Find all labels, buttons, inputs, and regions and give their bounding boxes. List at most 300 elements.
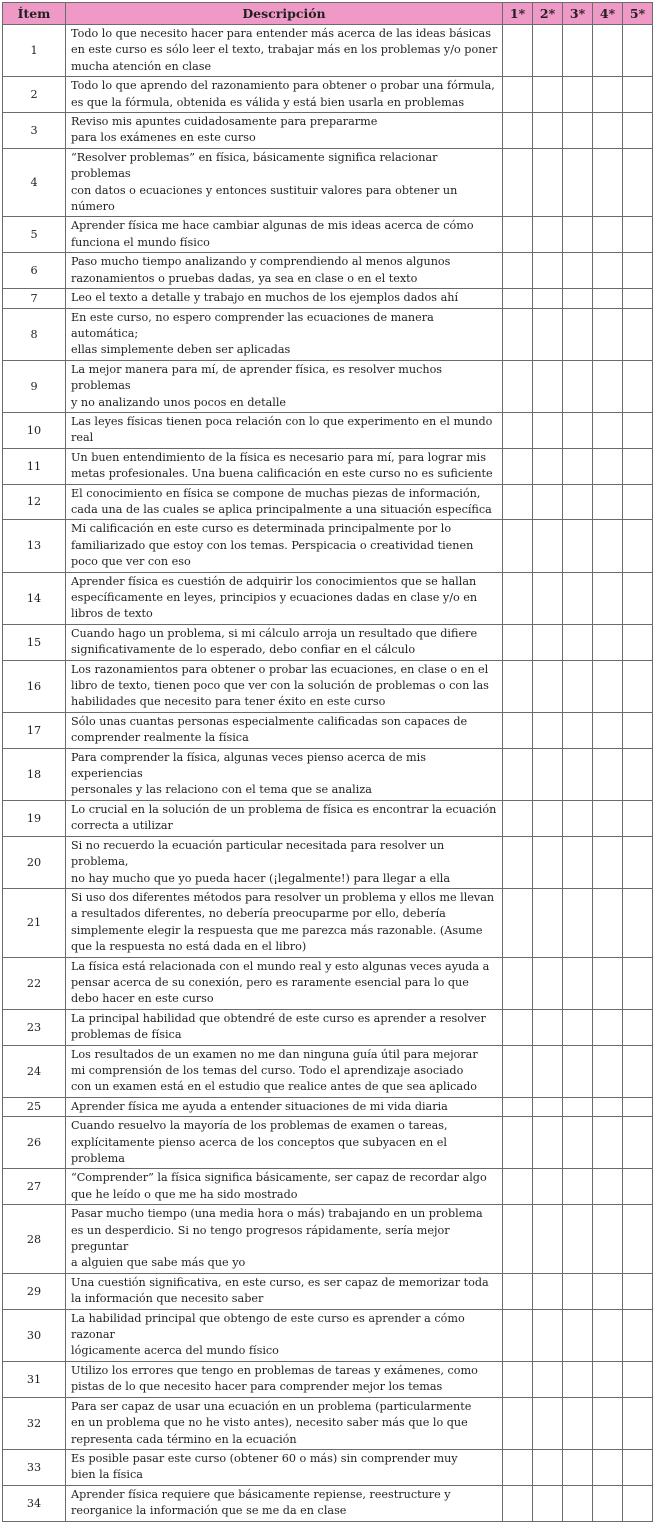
item-number: 15 (3, 624, 66, 660)
item-number: 13 (3, 520, 66, 572)
description-line: a alguien que sabe más que yo (71, 1256, 246, 1270)
rating-cell-2[interactable] (533, 957, 563, 1009)
item-description (66, 253, 503, 289)
rating-cell-1[interactable] (503, 836, 533, 888)
table-row (3, 77, 653, 113)
rating-cell-3[interactable] (563, 748, 593, 800)
rating-cell-3[interactable] (563, 1485, 593, 1521)
rating-cell-3[interactable] (563, 1273, 593, 1309)
item-number: 20 (3, 836, 66, 888)
rating-cell-3[interactable] (563, 712, 593, 748)
item-number: 2 (3, 77, 66, 113)
rating-cell-2[interactable] (533, 77, 563, 113)
description-line: razonamientos o pruebas dadas, ya sea en clase o en el texto (71, 271, 418, 285)
description-line: Aprender física me ayuda a entender situaciones de mi vida diaria (71, 1099, 448, 1113)
rating-cell-1[interactable] (503, 1449, 533, 1485)
description-line: Las leyes físicas tienen poca relación con lo que experimento en el mundo (71, 414, 493, 428)
description-line: familiarizado que estoy con los temas. Perspicacia o creatividad tienen (71, 538, 474, 552)
rating-cell-4[interactable] (593, 77, 623, 113)
item-number: 4 (3, 148, 66, 217)
rating-cell-5[interactable] (623, 712, 653, 748)
rating-cell-2[interactable] (533, 217, 563, 253)
rating-cell-2[interactable] (533, 800, 563, 836)
rating-cell-3[interactable] (563, 308, 593, 360)
description-line: reorganice la información que se me da en clase (71, 1504, 347, 1518)
rating-cell-2[interactable] (533, 484, 563, 520)
item-number: 22 (3, 957, 66, 1009)
table-row (3, 572, 653, 624)
rating-cell-2[interactable] (533, 148, 563, 217)
questionnaire-table (2, 2, 653, 1522)
rating-cell-4[interactable] (593, 1117, 623, 1169)
item-number: 33 (3, 1449, 66, 1485)
description-line: Paso mucho tiempo analizando y comprendiendo al menos algunos (71, 255, 451, 269)
rating-cell-2[interactable] (533, 712, 563, 748)
item-number: 7 (3, 289, 66, 308)
description-line: pistas de lo que necesito hacer para comprender mejor los temas (71, 1380, 443, 1394)
rating-cell-5[interactable] (623, 289, 653, 308)
description-line: en este curso es sólo leer el texto, trabajar más en los problemas y/o poner (71, 43, 498, 57)
description-line: Los resultados de un examen no me dan ninguna guía útil para mejorar (71, 1047, 478, 1061)
rating-cell-4[interactable] (593, 448, 623, 484)
rating-cell-5[interactable] (623, 1449, 653, 1485)
rating-cell-4[interactable] (593, 712, 623, 748)
table-row (3, 660, 653, 712)
rating-cell-2[interactable] (533, 1117, 563, 1169)
rating-cell-3[interactable] (563, 1309, 593, 1361)
rating-cell-2[interactable] (533, 1449, 563, 1485)
description-line: Utilizo los errores que tengo en problemas de tareas y exámenes, como (71, 1363, 478, 1377)
item-description (66, 77, 503, 113)
rating-cell-5[interactable] (623, 113, 653, 149)
rating-cell-5[interactable] (623, 520, 653, 572)
rating-cell-1[interactable] (503, 1009, 533, 1045)
description-line: problemas de física (71, 1028, 182, 1042)
description-line: “Comprender” la física significa básicamente, ser capaz de recordar algo (71, 1171, 487, 1185)
item-description (66, 1169, 503, 1205)
item-number: 9 (3, 360, 66, 412)
rating-cell-5[interactable] (623, 308, 653, 360)
description-line: comprender realmente la física (71, 731, 249, 745)
item-description (66, 448, 503, 484)
rating-cell-2[interactable] (533, 289, 563, 308)
rating-cell-3[interactable] (563, 148, 593, 217)
item-description (66, 217, 503, 253)
rating-cell-1[interactable] (503, 748, 533, 800)
description-line: debo hacer en este curso (71, 992, 214, 1006)
rating-cell-3[interactable] (563, 253, 593, 289)
table-row (3, 624, 653, 660)
rating-cell-1[interactable] (503, 217, 533, 253)
rating-cell-4[interactable] (593, 360, 623, 412)
description-line: ellas simplemente deben ser aplicadas (71, 343, 291, 357)
item-description (66, 360, 503, 412)
rating-cell-1[interactable] (503, 1045, 533, 1097)
description-line: Si uso dos diferentes métodos para resolver un problema y ellos me llevan (71, 890, 495, 904)
rating-cell-2[interactable] (533, 412, 563, 448)
rating-cell-4[interactable] (593, 1009, 623, 1045)
description-line: con un examen está en el estudio que realice antes de que sea aplicado (71, 1080, 477, 1094)
item-description (66, 113, 503, 149)
description-line: Cuando hago un problema, si mi cálculo arroja un resultado que difiere (71, 626, 478, 640)
rating-cell-1[interactable] (503, 1169, 533, 1205)
rating-cell-1[interactable] (503, 360, 533, 412)
description-line: explícitamente pienso acerca de los conceptos que subyacen en el problema (71, 1135, 447, 1165)
rating-cell-5[interactable] (623, 1009, 653, 1045)
rating-cell-2[interactable] (533, 748, 563, 800)
description-line: que he leído o que me ha sido mostrado (71, 1187, 298, 1201)
table-row (3, 148, 653, 217)
item-description (66, 1097, 503, 1116)
rating-cell-5[interactable] (623, 360, 653, 412)
rating-cell-1[interactable] (503, 1205, 533, 1274)
rating-cell-4[interactable] (593, 25, 623, 77)
table-row (3, 957, 653, 1009)
description-line: “Resolver problemas” en física, básicamente significa relacionar problemas (71, 150, 438, 181)
rating-cell-3[interactable] (563, 624, 593, 660)
rating-cell-1[interactable] (503, 77, 533, 113)
table-row (3, 1309, 653, 1361)
rating-cell-5[interactable] (623, 888, 653, 957)
description-line: Reviso mis apuntes cuidadosamente para prepararme (71, 115, 378, 129)
rating-cell-3[interactable] (563, 836, 593, 888)
table-row (3, 1485, 653, 1521)
rating-cell-2[interactable] (533, 1273, 563, 1309)
rating-cell-3[interactable] (563, 1449, 593, 1485)
rating-cell-4[interactable] (593, 253, 623, 289)
table-row (3, 448, 653, 484)
table-row (3, 1009, 653, 1045)
rating-cell-5[interactable] (623, 836, 653, 888)
rating-cell-2[interactable] (533, 1045, 563, 1097)
rating-cell-5[interactable] (623, 624, 653, 660)
table-row (3, 253, 653, 289)
item-number: 29 (3, 1273, 66, 1309)
table-row (3, 484, 653, 520)
rating-cell-1[interactable] (503, 660, 533, 712)
rating-cell-4[interactable] (593, 1361, 623, 1397)
rating-cell-3[interactable] (563, 660, 593, 712)
header-rating-1: 1* (503, 3, 533, 25)
rating-cell-5[interactable] (623, 1045, 653, 1097)
rating-cell-3[interactable] (563, 484, 593, 520)
rating-cell-1[interactable] (503, 412, 533, 448)
header-rating-4: 4* (593, 3, 623, 25)
item-description (66, 25, 503, 77)
table-row (3, 360, 653, 412)
rating-cell-1[interactable] (503, 1485, 533, 1521)
item-description (66, 712, 503, 748)
rating-cell-2[interactable] (533, 308, 563, 360)
rating-cell-3[interactable] (563, 1205, 593, 1274)
rating-cell-2[interactable] (533, 624, 563, 660)
rating-cell-3[interactable] (563, 520, 593, 572)
item-number: 31 (3, 1361, 66, 1397)
rating-cell-5[interactable] (623, 1117, 653, 1169)
item-number: 16 (3, 660, 66, 712)
item-number: 24 (3, 1045, 66, 1097)
description-line: Aprender física me hace cambiar algunas de mis ideas acerca de cómo (71, 219, 474, 233)
rating-cell-1[interactable] (503, 1361, 533, 1397)
rating-cell-4[interactable] (593, 836, 623, 888)
rating-cell-1[interactable] (503, 448, 533, 484)
table-row (3, 712, 653, 748)
rating-cell-5[interactable] (623, 217, 653, 253)
rating-cell-1[interactable] (503, 1097, 533, 1116)
description-line: específicamente en leyes, principios y ecuaciones dadas en clase y/o en (71, 591, 478, 604)
rating-cell-1[interactable] (503, 253, 533, 289)
item-description (66, 800, 503, 836)
item-description (66, 624, 503, 660)
description-line: significativamente de lo esperado, debo confiar en el cálculo (71, 643, 416, 657)
rating-cell-4[interactable] (593, 1205, 623, 1274)
rating-cell-3[interactable] (563, 572, 593, 624)
description-line: Aprender física es cuestión de adquirir los conocimientos que se hallan (71, 574, 477, 588)
rating-cell-1[interactable] (503, 572, 533, 624)
item-number: 5 (3, 217, 66, 253)
item-description (66, 1485, 503, 1521)
rating-cell-3[interactable] (563, 1045, 593, 1097)
description-line: La física está relacionada con el mundo real y esto algunas veces ayuda a (71, 959, 490, 973)
rating-cell-4[interactable] (593, 748, 623, 800)
rating-cell-5[interactable] (623, 1097, 653, 1116)
description-line: Un buen entendimiento de la física es necesario para mí, para lograr mis (71, 450, 486, 464)
rating-cell-4[interactable] (593, 1169, 623, 1205)
rating-cell-1[interactable] (503, 520, 533, 572)
description-line: que la respuesta no está dada en el libro) (71, 940, 307, 954)
rating-cell-3[interactable] (563, 77, 593, 113)
rating-cell-4[interactable] (593, 624, 623, 660)
rating-cell-4[interactable] (593, 308, 623, 360)
rating-cell-1[interactable] (503, 1309, 533, 1361)
table-row (3, 289, 653, 308)
rating-cell-5[interactable] (623, 412, 653, 448)
description-line: bien la física (71, 1468, 143, 1482)
rating-cell-2[interactable] (533, 1169, 563, 1205)
item-number: 23 (3, 1009, 66, 1045)
rating-cell-4[interactable] (593, 520, 623, 572)
table-row (3, 1045, 653, 1097)
rating-cell-3[interactable] (563, 800, 593, 836)
table-row (3, 1097, 653, 1116)
rating-cell-5[interactable] (623, 1205, 653, 1274)
item-description (66, 1117, 503, 1169)
rating-cell-4[interactable] (593, 113, 623, 149)
description-line: habilidades que necesito para tener éxito en este curso (71, 695, 386, 709)
description-line: Sólo unas cuantas personas especialmente calificadas son capaces de (71, 714, 468, 728)
rating-cell-5[interactable] (623, 748, 653, 800)
rating-cell-5[interactable] (623, 448, 653, 484)
rating-cell-2[interactable] (533, 572, 563, 624)
item-number: 10 (3, 412, 66, 448)
table-row (3, 1117, 653, 1169)
rating-cell-5[interactable] (623, 957, 653, 1009)
rating-cell-3[interactable] (563, 412, 593, 448)
rating-cell-2[interactable] (533, 1205, 563, 1274)
rating-cell-4[interactable] (593, 217, 623, 253)
rating-cell-1[interactable] (503, 888, 533, 957)
rating-cell-4[interactable] (593, 1097, 623, 1116)
description-line: es un desperdicio. Si no tengo progresos rápidamente, sería mejor preguntar (71, 1223, 450, 1254)
rating-cell-5[interactable] (623, 1273, 653, 1309)
rating-cell-4[interactable] (593, 1045, 623, 1097)
description-line: La principal habilidad que obtendré de este curso es aprender a resolver (71, 1011, 486, 1025)
description-line: En este curso, no espero comprender las ecuaciones de manera automática; (71, 310, 434, 340)
rating-cell-3[interactable] (563, 888, 593, 957)
rating-cell-5[interactable] (623, 1485, 653, 1521)
rating-cell-4[interactable] (593, 1449, 623, 1485)
rating-cell-4[interactable] (593, 888, 623, 957)
rating-cell-2[interactable] (533, 360, 563, 412)
rating-cell-4[interactable] (593, 957, 623, 1009)
rating-cell-2[interactable] (533, 1309, 563, 1361)
rating-cell-3[interactable] (563, 1097, 593, 1116)
item-number: 12 (3, 484, 66, 520)
rating-cell-4[interactable] (593, 412, 623, 448)
table-row (3, 412, 653, 448)
rating-cell-1[interactable] (503, 957, 533, 1009)
item-description (66, 1273, 503, 1309)
rating-cell-3[interactable] (563, 113, 593, 149)
description-line: Leo el texto a detalle y trabajo en muchos de los ejemplos dados ahí (71, 291, 459, 305)
item-description (66, 484, 503, 520)
rating-cell-1[interactable] (503, 624, 533, 660)
rating-cell-5[interactable] (623, 25, 653, 77)
rating-cell-4[interactable] (593, 572, 623, 624)
rating-cell-3[interactable] (563, 957, 593, 1009)
rating-cell-1[interactable] (503, 1117, 533, 1169)
table-row (3, 217, 653, 253)
rating-cell-5[interactable] (623, 572, 653, 624)
rating-cell-4[interactable] (593, 1309, 623, 1361)
rating-cell-2[interactable] (533, 520, 563, 572)
description-line: para los exámenes en este curso (71, 131, 256, 145)
header-description: Descripción (66, 3, 503, 25)
rating-cell-1[interactable] (503, 1273, 533, 1309)
item-description (66, 748, 503, 800)
table-row (3, 25, 653, 77)
rating-cell-5[interactable] (623, 800, 653, 836)
description-line: mucha atención en clase (71, 59, 212, 73)
rating-cell-4[interactable] (593, 1485, 623, 1521)
description-line: Una cuestión significativa, en este curso, es ser capaz de memorizar toda (71, 1275, 489, 1289)
rating-cell-2[interactable] (533, 448, 563, 484)
description-line: metas profesionales. Una buena calificación en este curso no es suficiente (71, 467, 493, 481)
rating-cell-3[interactable] (563, 1361, 593, 1397)
description-line: Los razonamientos para obtener o probar las ecuaciones, en clase o en el (71, 662, 489, 676)
rating-cell-3[interactable] (563, 448, 593, 484)
rating-cell-3[interactable] (563, 360, 593, 412)
rating-cell-3[interactable] (563, 25, 593, 77)
rating-cell-4[interactable] (593, 484, 623, 520)
item-number: 17 (3, 712, 66, 748)
rating-cell-5[interactable] (623, 253, 653, 289)
rating-cell-2[interactable] (533, 25, 563, 77)
description-line: pensar acerca de su conexión, pero es raramente esencial para lo que (71, 975, 469, 989)
rating-cell-3[interactable] (563, 217, 593, 253)
rating-cell-2[interactable] (533, 888, 563, 957)
item-number: 28 (3, 1205, 66, 1274)
rating-cell-5[interactable] (623, 77, 653, 113)
item-description (66, 1361, 503, 1397)
rating-cell-1[interactable] (503, 712, 533, 748)
table-row (3, 520, 653, 572)
rating-cell-2[interactable] (533, 1009, 563, 1045)
item-number: 3 (3, 113, 66, 149)
item-number: 30 (3, 1309, 66, 1361)
description-line: en un problema que no he visto antes), necesito saber más que lo que (71, 1416, 468, 1430)
rating-cell-4[interactable] (593, 289, 623, 308)
rating-cell-1[interactable] (503, 148, 533, 217)
rating-cell-2[interactable] (533, 1097, 563, 1116)
rating-cell-5[interactable] (623, 1169, 653, 1205)
rating-cell-2[interactable] (533, 1361, 563, 1397)
header-item: Ítem (3, 3, 66, 25)
rating-cell-2[interactable] (533, 660, 563, 712)
rating-cell-2[interactable] (533, 113, 563, 149)
table-row (3, 1449, 653, 1485)
item-number: 26 (3, 1117, 66, 1169)
item-number: 14 (3, 572, 66, 624)
rating-cell-4[interactable] (593, 148, 623, 217)
item-number: 6 (3, 253, 66, 289)
rating-cell-1[interactable] (503, 484, 533, 520)
description-line: personales y las relaciono con el tema que se analiza (71, 783, 372, 797)
table-row (3, 308, 653, 360)
rating-cell-3[interactable] (563, 1009, 593, 1045)
item-number: 8 (3, 308, 66, 360)
rating-cell-5[interactable] (623, 148, 653, 217)
description-line: Lo crucial en la solución de un problema de física es encontrar la ecuación (71, 802, 497, 816)
item-description (66, 888, 503, 957)
rating-cell-3[interactable] (563, 289, 593, 308)
table-row (3, 113, 653, 149)
rating-cell-1[interactable] (503, 113, 533, 149)
description-line: poco que ver con eso (71, 555, 191, 569)
rating-cell-2[interactable] (533, 1485, 563, 1521)
rating-cell-1[interactable] (503, 308, 533, 360)
rating-cell-2[interactable] (533, 836, 563, 888)
description-line: Pasar mucho tiempo (una media hora o más) trabajando en un problema (71, 1207, 483, 1221)
item-description (66, 1309, 503, 1361)
rating-cell-1[interactable] (503, 800, 533, 836)
rating-cell-3[interactable] (563, 1169, 593, 1205)
rating-cell-4[interactable] (593, 800, 623, 836)
description-line: Mi calificación en este curso es determinada principalmente por lo (71, 522, 452, 536)
item-description (66, 1205, 503, 1274)
table-row (3, 888, 653, 957)
rating-cell-3[interactable] (563, 1117, 593, 1169)
rating-cell-2[interactable] (533, 253, 563, 289)
item-number: 11 (3, 448, 66, 484)
rating-cell-4[interactable] (593, 660, 623, 712)
table-row (3, 1169, 653, 1205)
rating-cell-5[interactable] (623, 484, 653, 520)
rating-cell-5[interactable] (623, 1361, 653, 1397)
description-line: Aprender física requiere que básicamente repiense, reestructure y (71, 1487, 451, 1501)
rating-cell-5[interactable] (623, 1309, 653, 1361)
item-description (66, 308, 503, 360)
rating-cell-1[interactable] (503, 25, 533, 77)
item-number: 25 (3, 1097, 66, 1116)
item-description (66, 1009, 503, 1045)
description-line: y no analizando unos pocos en detalle (71, 395, 287, 409)
item-number: 34 (3, 1485, 66, 1521)
description-line: es que la fórmula, obtenida es válida y está bien usarla en problemas (71, 95, 465, 109)
rating-cell-5[interactable] (623, 660, 653, 712)
rating-cell-4[interactable] (593, 1273, 623, 1309)
rating-cell-1[interactable] (503, 289, 533, 308)
